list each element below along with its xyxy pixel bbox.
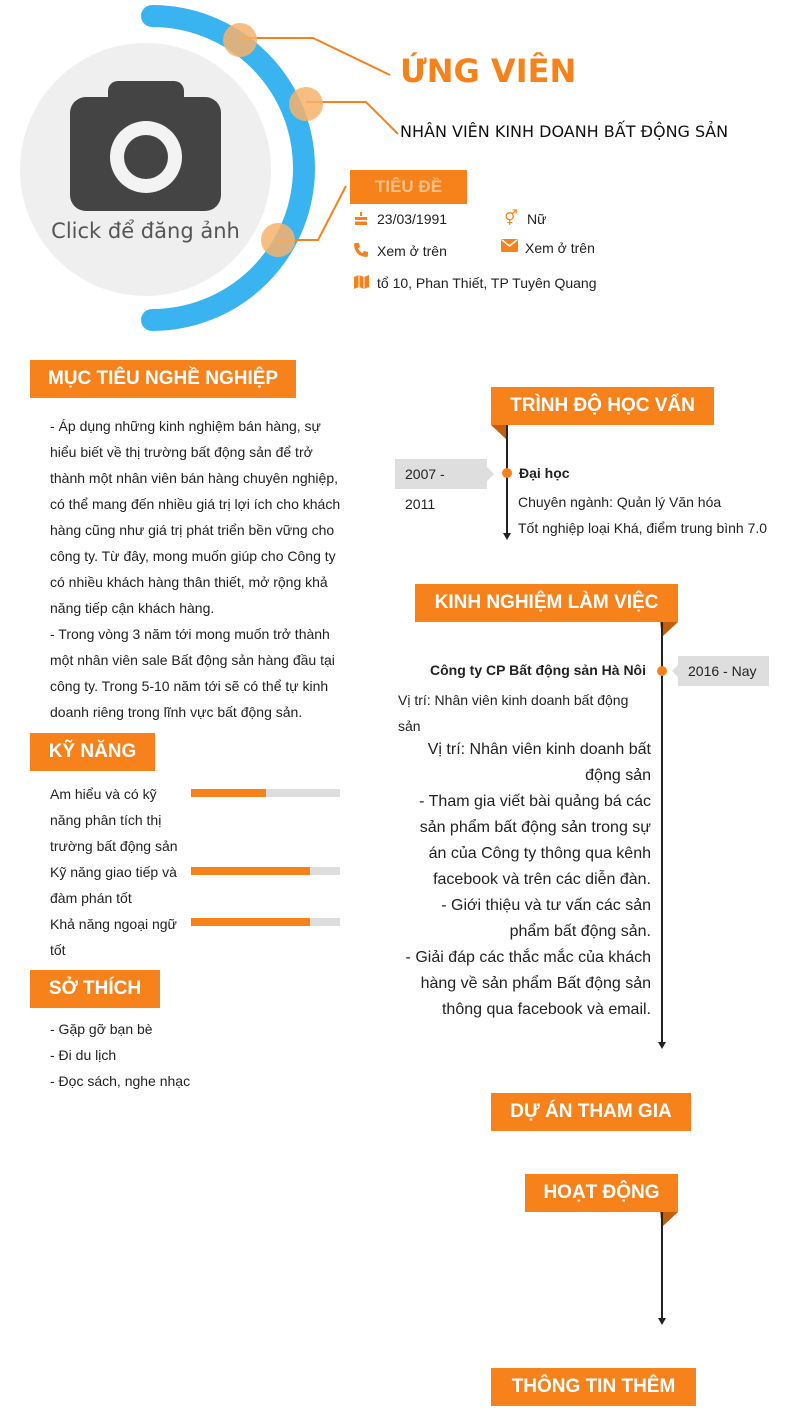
- experience-details: Vị trí: Nhân viên kinh doanh bất động sản - Tham gia viết bài quảng bá các sản phẩm bất động sản trong sự án của Công ty thông qua kênh facebook và trên các diễn đàn. - Giới thiệu và tư vấn các sản phẩm bất động sản. - Giải đáp các thắc mắc của khách hàng về sản phẩm Bất động sản thông qua facebook và email.: [405, 741, 651, 1018]
- skill-bar-fill: [191, 918, 310, 926]
- info-phone: [352, 242, 447, 260]
- skill-bar-fill: [191, 789, 266, 797]
- experience-dot: [657, 666, 667, 676]
- education-timeline: [506, 425, 508, 533]
- hobby-item: - Gặp gỡ bạn bè: [50, 1021, 153, 1037]
- hobby-item: - Đọc sách, nghe nhạc: [50, 1073, 191, 1089]
- activities-heading: HOẠT ĐỘNG: [525, 1174, 678, 1212]
- connector-dot-name: [223, 23, 257, 57]
- birthday-value: 23/03/1991: [377, 211, 448, 227]
- skill-bar: [191, 789, 340, 797]
- experience-company: Công ty CP Bất động sản Hà Nôi: [430, 662, 646, 678]
- info-address: [352, 274, 597, 292]
- phone-value: Xem ở trên: [377, 243, 447, 259]
- experience-heading: KINH NGHIỆM LÀM VIỆC: [415, 584, 678, 622]
- phone-icon: [352, 242, 370, 260]
- camera-icon[interactable]: [70, 81, 221, 211]
- gender-value: Nữ: [527, 211, 547, 227]
- experience-period: 2016 - Nay: [678, 656, 769, 686]
- connector-dot-position: [289, 87, 323, 121]
- education-heading: TRÌNH ĐỘ HỌC VẤN: [491, 387, 714, 425]
- objective-text: - Áp dụng những kinh nghiệm bán hàng, sự hiểu biết về thị trường bất động sản để trở thành một nhân viên bán hàng chuyên nghiệp, có thể mang đến nhiều giá trị lợi ích cho khách hàng cũng như giá trị phát triển bền vững cho công ty. Từ đây, mong muốn giúp cho Công ty có nhiều khách hàng thân thiết, mở rộng khả năng tiếp cận khách hàng. - Trong vòng 3 năm tới mong muốn trở thành một nhân viên sale Bất động sản hàng đầu tại công ty. Trong 5-10 năm tới sẽ có thể tự kinh doanh riêng trong lĩnh vực bất động sản.: [50, 418, 341, 720]
- skill-bar: [191, 918, 340, 926]
- map-icon: [352, 274, 370, 292]
- education-school: Đại học: [519, 465, 570, 481]
- experience-role: Vị trí: Nhân viên kinh doanh bất động sản: [398, 692, 629, 734]
- education-major: Chuyên ngành: Quản lý Văn hóa: [518, 494, 722, 510]
- email-icon: [500, 239, 518, 257]
- activities-timeline-arrow: [658, 1318, 666, 1325]
- info-gender: [502, 210, 546, 228]
- address-value: tổ 10, Phan Thiết, TP Tuyên Quang: [377, 275, 597, 291]
- education-dot: [502, 468, 512, 478]
- hobbies-heading: SỞ THÍCH: [30, 970, 160, 1008]
- skill-bar-fill: [191, 867, 310, 875]
- education-period-pointer: [486, 466, 496, 482]
- cake-icon: [352, 210, 370, 228]
- candidate-name: ỨNG VIÊN: [400, 52, 577, 90]
- hobby-item: - Đi du lịch: [50, 1047, 117, 1063]
- projects-heading: DỰ ÁN THAM GIA: [491, 1093, 691, 1131]
- info-birthday: [352, 210, 447, 228]
- email-value: Xem ở trên: [525, 240, 595, 256]
- skill-name: Khả năng ngoại ngữ tốt: [50, 916, 177, 958]
- gender-icon: ⚥: [504, 210, 518, 227]
- title-tag: TIÊU ĐỀ: [350, 170, 467, 204]
- skills-heading: KỸ NĂNG: [30, 733, 155, 771]
- more-info-heading: THÔNG TIN THÊM: [491, 1368, 696, 1406]
- skill-bar: [191, 867, 340, 875]
- avatar-upload-label[interactable]: Click để đăng ảnh: [51, 219, 240, 243]
- candidate-position: NHÂN VIÊN KINH DOANH BẤT ĐỘNG SẢN: [400, 122, 729, 141]
- education-result: Tốt nghiệp loại Khá, điểm trung bình 7.0: [518, 520, 768, 536]
- skill-name: Am hiểu và có kỹ năng phân tích thị trường bất động sản: [50, 786, 178, 854]
- activities-timeline: [661, 1212, 663, 1318]
- info-email: [500, 239, 595, 257]
- experience-timeline: [661, 622, 663, 1042]
- objective-heading: MỤC TIÊU NGHỀ NGHIỆP: [30, 360, 296, 398]
- education-timeline-arrow: [503, 533, 511, 540]
- education-period: 2007 - 2011: [395, 459, 487, 489]
- experience-timeline-arrow: [658, 1042, 666, 1049]
- skill-name: Kỹ năng giao tiếp và đàm phán tốt: [50, 864, 177, 906]
